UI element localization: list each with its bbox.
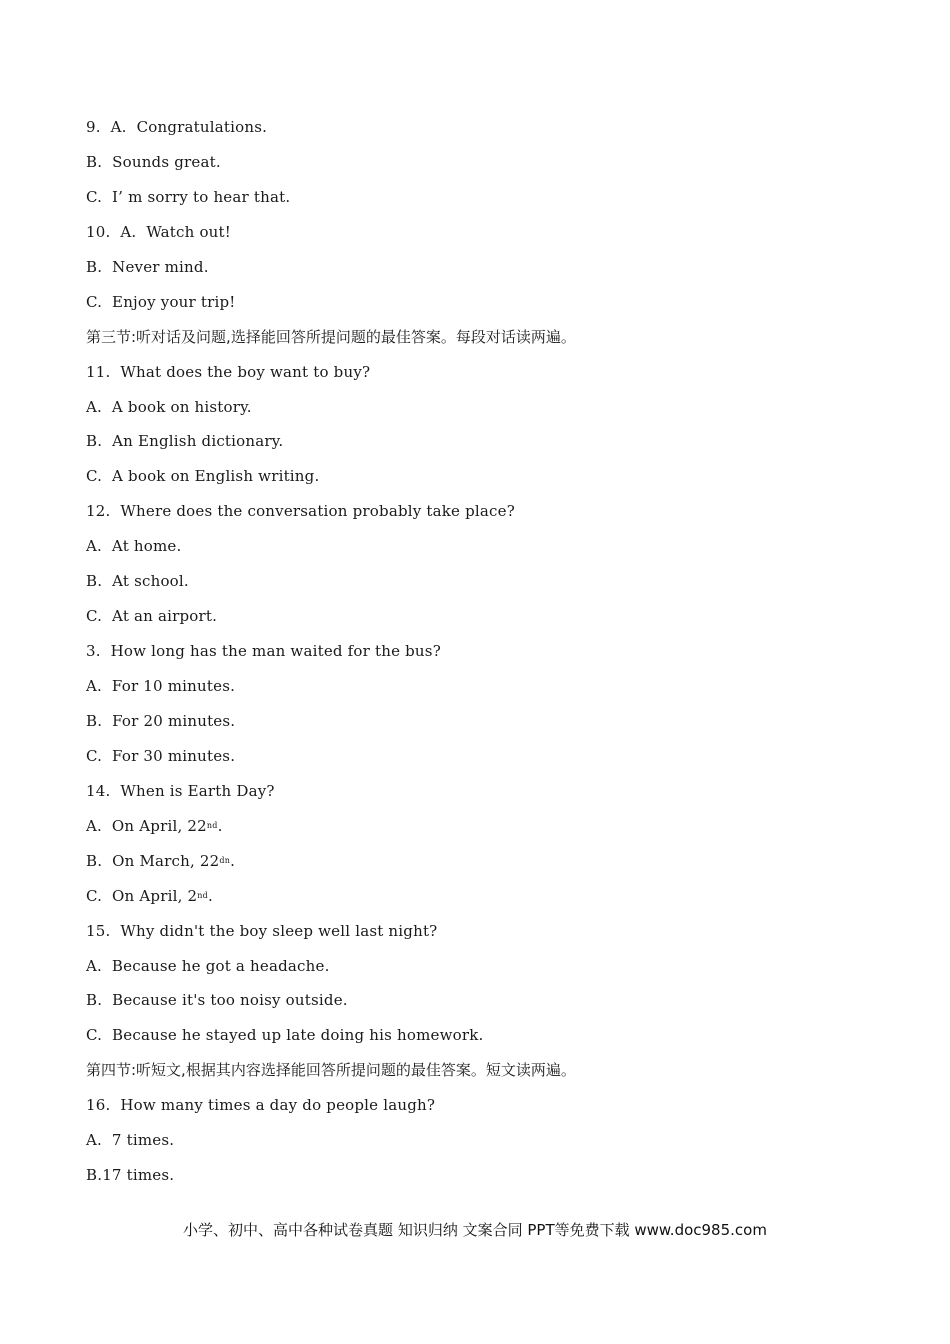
answer-option bbox=[86, 535, 866, 570]
question-text bbox=[86, 780, 866, 815]
answer-option bbox=[86, 1164, 866, 1199]
line-text: C. On April, 2 bbox=[86, 886, 198, 905]
answer-option bbox=[86, 221, 866, 256]
question-text bbox=[86, 920, 866, 955]
line-text: B. At school. bbox=[86, 572, 189, 591]
answer-option bbox=[86, 186, 866, 221]
answer-option bbox=[86, 151, 866, 186]
line-text: 第三节:听对话及问题,选择能回答所提问题的最佳答案。每段对话读两遍。 bbox=[86, 327, 576, 346]
answer-option bbox=[86, 291, 866, 326]
line-text: B. An English dictionary. bbox=[86, 432, 284, 451]
line-text: B.17 times. bbox=[86, 1166, 175, 1185]
line-text: 第四节:听短文,根据其内容选择能回答所提问题的最佳答案。短文读两遍。 bbox=[86, 1061, 576, 1080]
line-text: 9. A. Congratulations. bbox=[86, 118, 268, 136]
question-text bbox=[86, 500, 866, 535]
line-text: 12. Where does the conversation probably take place? bbox=[86, 502, 515, 521]
ordinal-suffix: nd bbox=[206, 820, 218, 830]
line-text: 11. What does the boy want to buy? bbox=[86, 362, 371, 381]
line-text: A. A book on history. bbox=[86, 397, 252, 416]
answer-option bbox=[86, 465, 866, 500]
answer-option bbox=[86, 989, 866, 1024]
answer-option bbox=[86, 815, 866, 850]
line-text: 10. A. Watch out! bbox=[86, 222, 231, 241]
line-punctuation: . bbox=[230, 851, 236, 870]
section-heading bbox=[86, 1059, 866, 1094]
answer-option bbox=[86, 430, 866, 465]
question-text bbox=[86, 361, 866, 396]
line-text: B. Sounds great. bbox=[86, 152, 221, 171]
line-text: A. 7 times. bbox=[86, 1131, 175, 1150]
line-text: 15. Why didn't the boy sleep well last night? bbox=[86, 921, 438, 940]
page-footer: 小学、初中、高中各种试卷真题 知识归纳 文案合同 PPT等免费下载 www.doc985.com bbox=[183, 1221, 767, 1239]
line-text: B. On March, 22 bbox=[86, 851, 220, 870]
question-text bbox=[86, 1094, 866, 1129]
line-text: A. At home. bbox=[86, 537, 182, 556]
line-text: C. A book on English writing. bbox=[86, 467, 320, 486]
line-text: B. For 20 minutes. bbox=[86, 711, 236, 730]
answer-option bbox=[86, 256, 866, 291]
line-text: 3. How long has the man waited for the bus? bbox=[86, 642, 441, 661]
line-text: B. Never mind. bbox=[86, 257, 209, 276]
question-list bbox=[86, 116, 866, 1199]
answer-option bbox=[86, 570, 866, 605]
line-text: C. At an airport. bbox=[86, 607, 218, 626]
answer-option bbox=[86, 850, 866, 885]
line-text: A. For 10 minutes. bbox=[86, 677, 236, 695]
line-punctuation: . bbox=[207, 886, 213, 905]
line-text: B. Because it's too noisy outside. bbox=[86, 991, 348, 1010]
answer-option bbox=[86, 396, 866, 431]
answer-option bbox=[86, 745, 866, 780]
line-text: 14. When is Earth Day? bbox=[86, 781, 275, 800]
line-text: C. I’ m sorry to hear that. bbox=[86, 187, 291, 206]
line-punctuation: . bbox=[217, 816, 223, 835]
line-text: C. Because he stayed up late doing his homework. bbox=[86, 1026, 484, 1045]
answer-option bbox=[86, 1129, 866, 1164]
ordinal-suffix: nd bbox=[197, 890, 208, 900]
line-text: A. Because he got a headache. bbox=[86, 956, 330, 975]
answer-option bbox=[86, 675, 866, 710]
line-text: C. For 30 minutes. bbox=[86, 746, 236, 765]
answer-option bbox=[86, 116, 866, 151]
answer-option bbox=[86, 955, 866, 990]
answer-option bbox=[86, 885, 866, 920]
ordinal-suffix: dn bbox=[219, 855, 231, 865]
question-text bbox=[86, 640, 866, 675]
line-text: 16. How many times a day do people laugh? bbox=[86, 1096, 436, 1115]
answer-option bbox=[86, 710, 866, 745]
answer-option bbox=[86, 1024, 866, 1059]
line-text: C. Enjoy your trip! bbox=[86, 292, 236, 311]
line-text: A. On April, 22 bbox=[86, 816, 207, 835]
answer-option bbox=[86, 605, 866, 640]
section-heading bbox=[86, 326, 866, 361]
